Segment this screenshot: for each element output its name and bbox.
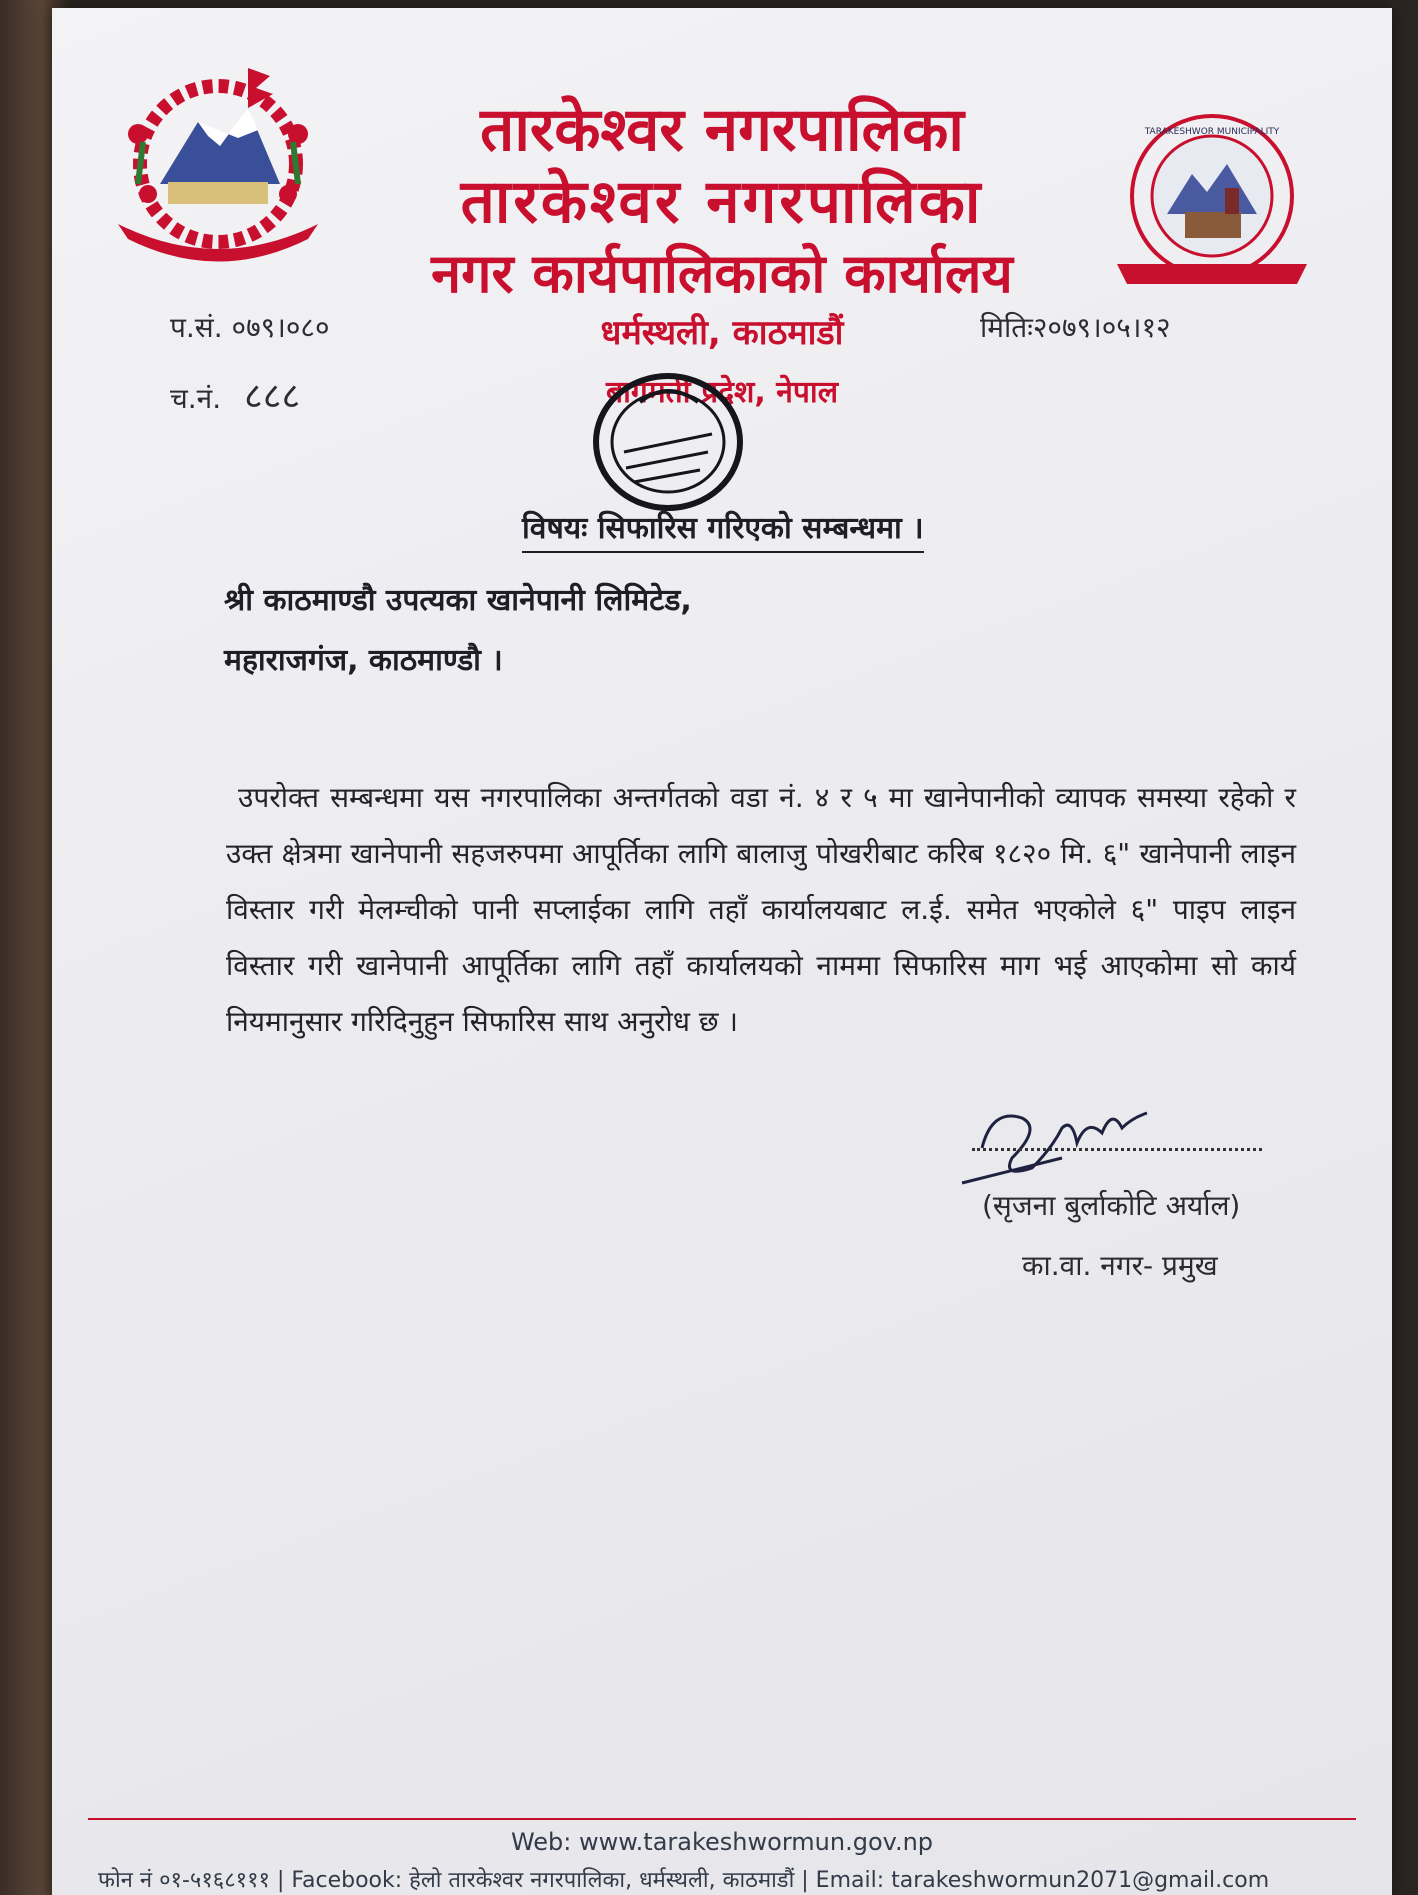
dispatch-handwritten: ८८८ [244, 376, 301, 417]
signature-line [972, 1138, 1262, 1151]
addressee-line-1: श्री काठमाण्डौ उपत्यका खानेपानी लिमिटेड, [224, 583, 692, 618]
dispatch-label: च.नं. [170, 382, 222, 415]
letterhead-title-alt: तारकेश्वर नगरपालिका [460, 167, 984, 237]
subject-line: विषयः सिफारिस गरिएको सम्बन्धमा । [522, 506, 924, 553]
footer-website: Web: www.tarakeshwormun.gov.np [510, 1828, 934, 1856]
reference-number: प.सं. ०७९।०८० [170, 311, 330, 344]
signatory-name: (सृजना बुर्लाकोटि अर्याल) [982, 1189, 1241, 1222]
footer-divider [88, 1818, 1356, 1820]
office-stamp-icon [580, 356, 760, 526]
letter-body: उपरोक्त सम्बन्धमा यस नगरपालिका अन्तर्गतको वडा नं. ४ र ५ मा खानेपानीको व्यापक समस्या रहेको र उक्त क्षेत्रमा खानेपानी सहजरुपमा आपूर्तिका लागि बालाजु पोखरीबाट करिब १८२० मि. ६" खानेपानी लाइन विस्तार गरी मेलम्चीको पानी सप्लाईका लागि तहाँ कार्यालयबाट ल.ई. समेत भएकोले ६" पाइप लाइन विस्तार गरी खानेपानी आपूर्तिका लागि तहाँ कार्यालयको नाममा सिफारिस माग भई आएकोमा सो कार्य नियमानुसार गरिदिनुहुन सिफारिस साथ अनुरोध छ । [226, 781, 1296, 1038]
office-title: नगर कार्यपालिकाको कार्यालय [431, 242, 1013, 305]
letterhead-title: तारकेश्वर नगरपालिका [480, 95, 964, 165]
addressee-line-2: महाराजगंज, काठमाण्डौ । [224, 643, 503, 678]
letter-date: मितिः२०७९।०५।१२ [980, 311, 1171, 344]
footer-contact: फोन नं ०१-५१६८१११ | Facebook: हेलो तारकेश्वर नगरपालिका, धर्मस्थली, काठमाडौं | Email: tarakeshwormun2071@gmail.com [98, 1868, 1270, 1893]
letter-page [52, 8, 1392, 1895]
svg-text:TARAKESHWOR MUNICIPALITY: TARAKESHWOR MUNICIPALITY [1144, 127, 1280, 137]
dispatch-number [170, 370, 300, 419]
office-location: धर्मस्थली, काठमाडौं [600, 313, 844, 353]
signatory-designation: का.वा. नगर- प्रमुख [1022, 1249, 1218, 1282]
province-line: बागमती प्रदेश, नेपाल [605, 375, 839, 410]
